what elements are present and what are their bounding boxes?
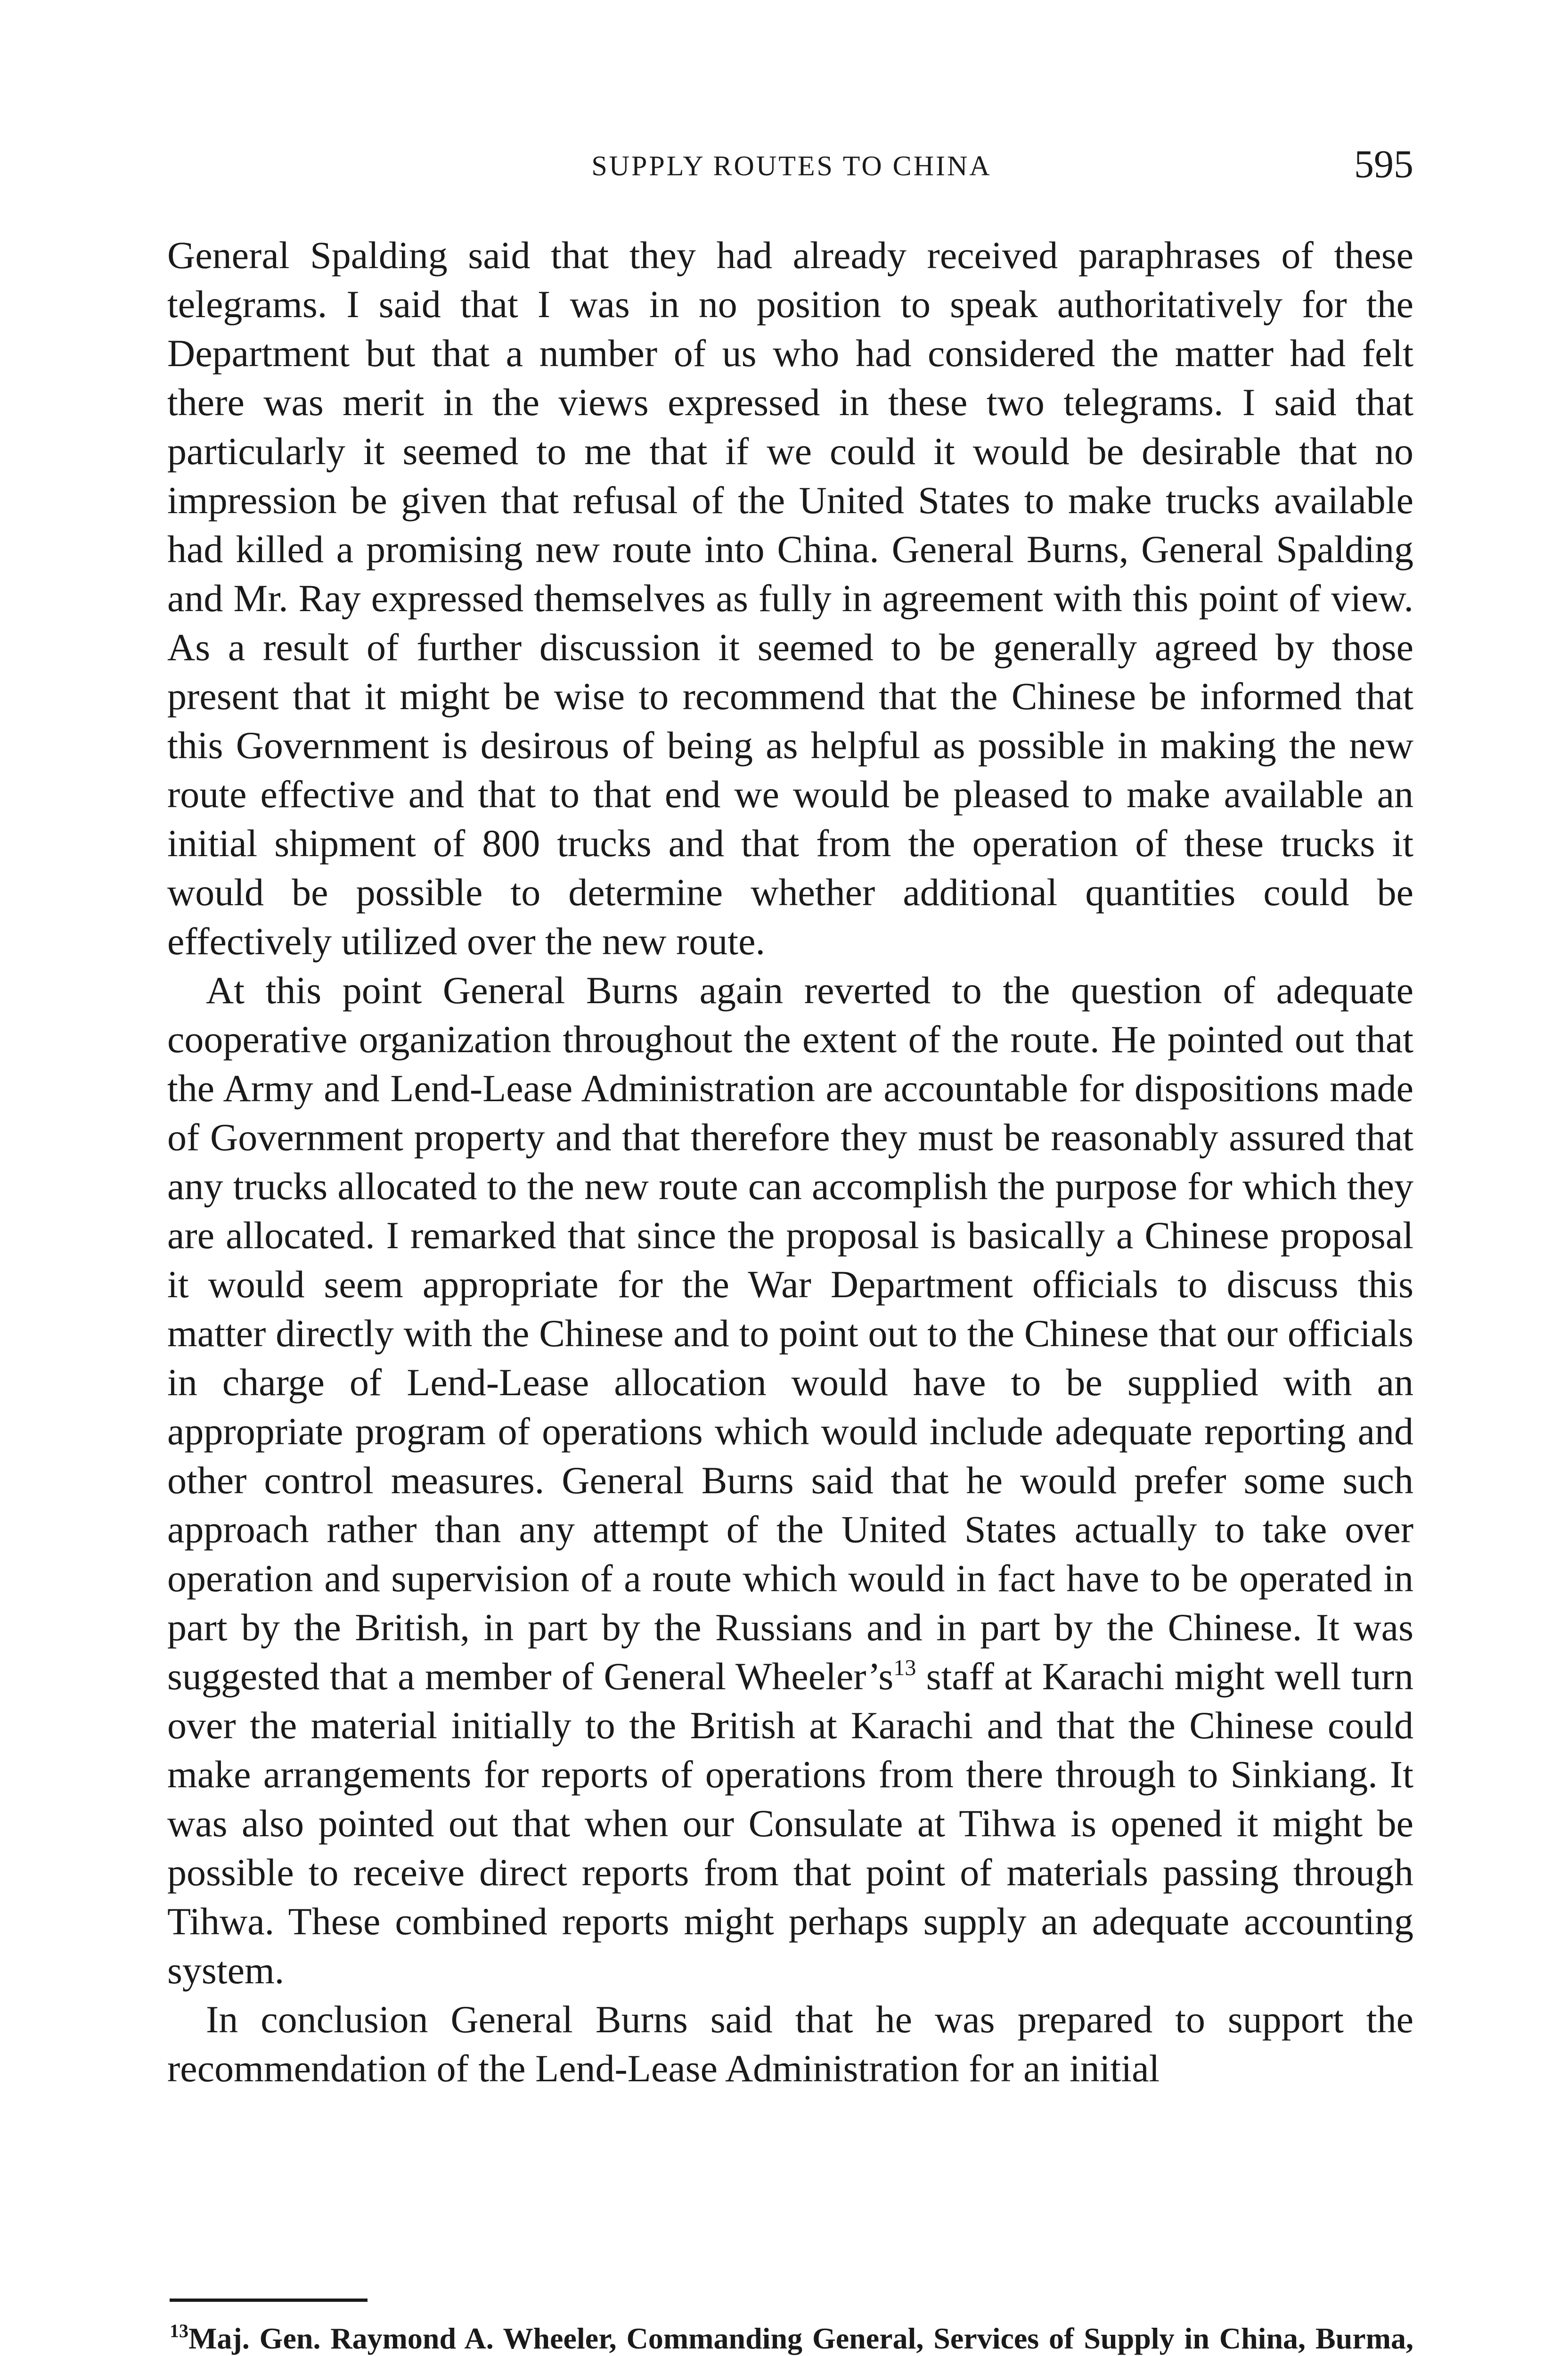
paragraph-1: General Spalding said that they had already received paraphrases of these telegrams. I said that I was in no position to speak authoritatively for the Department but that a number of us who had considered the matter had felt there was merit in the views expressed in these two telegrams. I said that particularly it seemed to me that if we could it would be desirable that no impression be given that refusal of the United States to make trucks available had killed a promising new route into China. General Burns, General Spalding and Mr. Ray expressed themselves as fully in agreement with this point of view. As a result of further discussion it seemed to be generally agreed by those present that it might be wise to recommend that the Chinese be informed that this Government is desirous of being as helpful as possible in making the new route effective and that to that end we would be pleased to make available an initial shipment of 800 trucks and that from the operation of these trucks it would be possible to determine whether additional quantities could be effectively utilized over the new route. [167, 234, 1413, 963]
page-number: 595 [1354, 142, 1413, 186]
footnote-text: Maj. Gen. Raymond A. Wheeler, Commanding General, Services of Supply in China, Burma, [188, 2322, 1413, 2355]
paragraph-2-continuation: staff at Karachi might well turn over the material initially to the British at Karachi and that the Chinese could make arrangements for reports of operations from there through to Sinkiang. It was also pointed out that when our Consulate at Tihwa is opened it might be possible to receive direct reports from that point of materials passing through Tihwa. These combined reports might perhaps supply an adequate accounting system. [167, 1655, 1414, 1992]
paragraph-2-text: At this point General Burns again reverted to the question of adequate cooperative organization throughout the extent of the route. He pointed out that the Army and Lend-Lease Administration are accountable for dispositions made of Government property and that therefore they must be reasonably assured that any trucks allocated to the new route can accomplish the purpose for which they are allocated. I remarked that since the proposal is basically a Chinese proposal it would seem appropriate for the War Department officials to discuss this matter directly with the Chinese and to point out to the Chinese that our officials in charge of Lend-Lease allocation would have to be supplied with an appropriate program of operations which would include adequate reporting and other control measures. General Burns said that he would prefer some such approach rather than any attempt of the United States actually to take over operation and supervision of a route which would in fact have to be operated in part by the British, in part by the Russians and in part by the Chinese. It was suggested that a member of General Wheeler’s [167, 969, 1413, 1698]
footnote-marker: 13 [170, 2320, 188, 2341]
paragraph-3: In conclusion General Burns said that he was prepared to support the recommendation of the Lend-Lease Administration for an initial [167, 1998, 1413, 2090]
footnote [170, 2318, 1413, 2356]
paragraph-2 [167, 966, 1413, 1995]
body-text [167, 231, 1413, 2093]
page-header [170, 141, 1413, 193]
running-title: SUPPLY ROUTES TO CHINA [591, 150, 992, 181]
footnote-reference: 13 [893, 1655, 916, 1680]
footnote-divider [170, 2299, 368, 2302]
